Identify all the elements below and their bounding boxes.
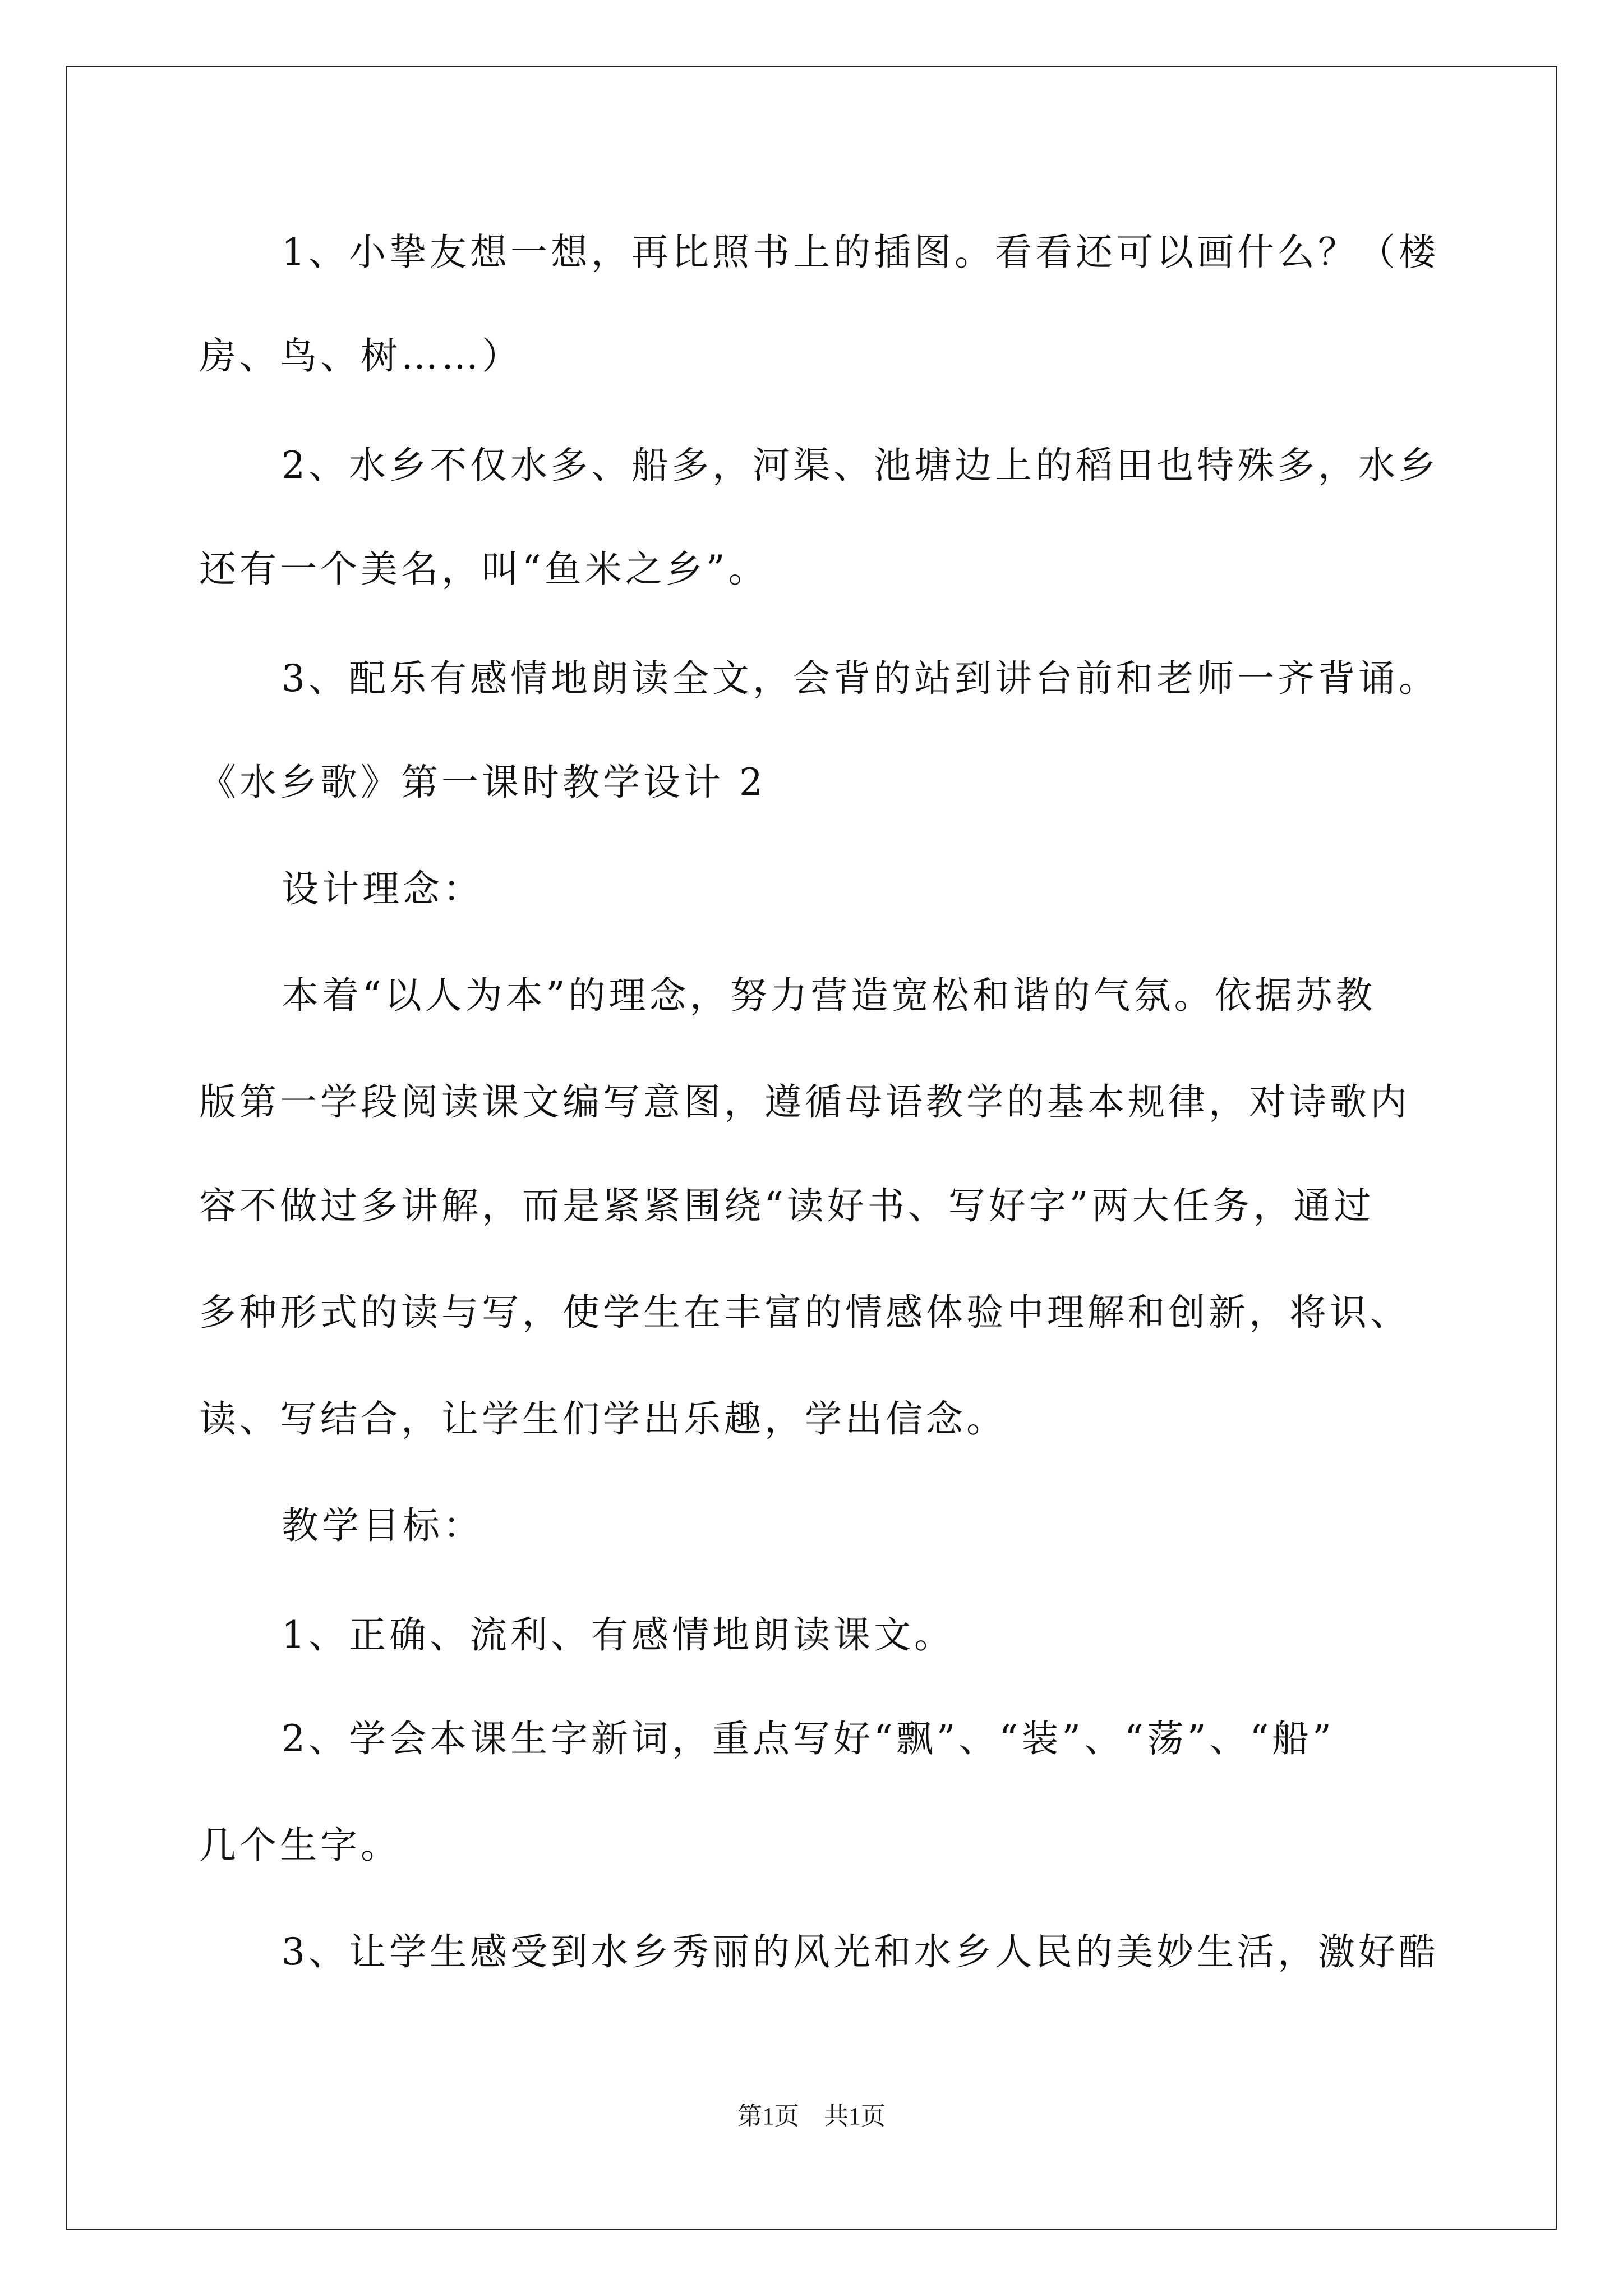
page-footer: 第1页 共1页 (737, 2102, 886, 2130)
heading-design-concept: 设计理念： (282, 867, 483, 910)
page-border (66, 66, 1557, 2230)
paragraph-line-10: 读、写结合，让学生们学出乐趣，学出信念。 (199, 1397, 1007, 1441)
paragraph-line-8: 容不做过多讲解，而是紧紧围绕“读好书、写好字”两大任务，通过 (199, 1184, 1375, 1227)
paragraph-line-14: 3、让学生感受到水乡秀丽的风光和水乡人民的美妙生活，激好酷 (282, 1930, 1439, 1973)
heading-teaching-goals: 教学目标： (282, 1504, 483, 1547)
paragraph-line-13: 几个生字。 (199, 1824, 401, 1867)
paragraph-line-3: 2、水乡不仅水多、船多，河渠、池塘边上的稻田也特殊多，水乡 (282, 444, 1439, 487)
paragraph-line-1: 1、小挚友想一想，再比照书上的插图。看看还可以画什么？（楼 (282, 231, 1439, 274)
paragraph-line-2: 房、鸟、树……） (199, 334, 522, 378)
paragraph-line-9: 多种形式的读与写，使学生在丰富的情感体验中理解和创新，将识、 (199, 1291, 1410, 1334)
section-title: 《水乡歌》第一课时教学设计 2 (199, 761, 766, 804)
paragraph-line-11: 1、正确、流利、有感情地朗读课文。 (282, 1613, 955, 1657)
paragraph-line-7: 版第一学段阅读课文编写意图，遵循母语教学的基本规律，对诗歌内 (199, 1080, 1410, 1124)
paragraph-line-12: 2、学会本课生字新词，重点写好“飘”、“装”、“荡”、“船” (282, 1717, 1335, 1760)
paragraph-line-5: 3、配乐有感情地朗读全文，会背的站到讲台前和老师一齐背诵。 (282, 657, 1439, 700)
paragraph-line-4: 还有一个美名，叫“鱼米之乡”。 (199, 547, 769, 591)
paragraph-line-6: 本着“以人为本”的理念，努力营造宽松和谐的气氛。依据苏教 (282, 974, 1376, 1017)
